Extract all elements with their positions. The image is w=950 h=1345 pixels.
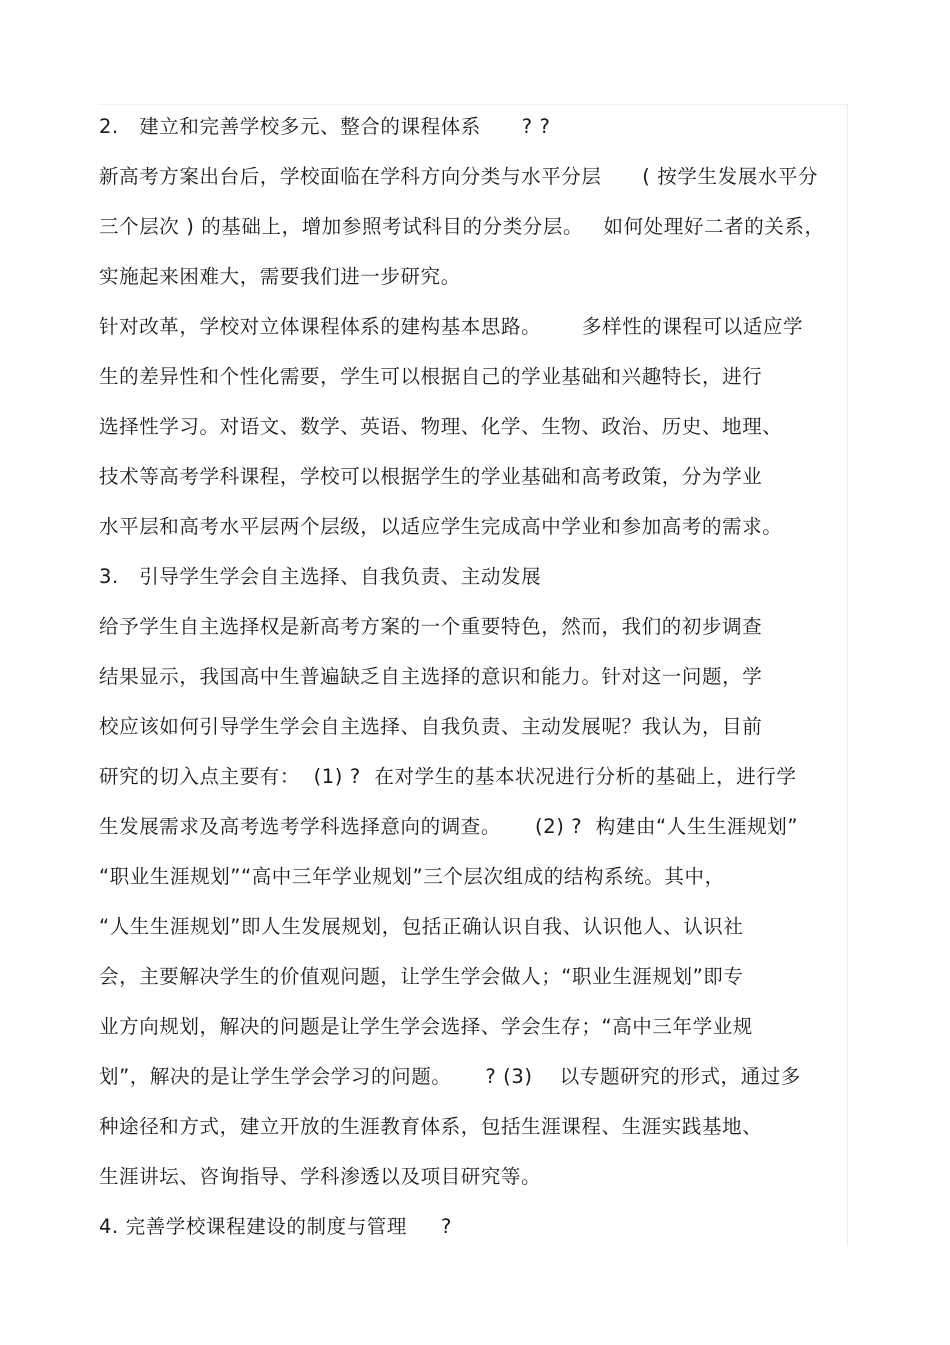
text-line: 生的差异性和个性化需要，学生可以根据自己的学业基础和兴趣特长，进行 — [99, 365, 763, 388]
text-line: “人生生涯规划”即人生发展规划，包括正确认识自我、认识他人、认识社 — [99, 915, 744, 938]
text-line: 结果显示，我国高中生普遍缺乏自主选择的意识和能力。针对这一问题，学 — [99, 665, 763, 688]
text-line: 会，主要解决学生的价值观问题，让学生学会做人；“职业生涯规划”即专 — [99, 965, 744, 988]
text-line: 校应该如何引导学生学会自主选择、自我负责、主动发展呢？我认为，目前 — [99, 715, 763, 738]
page-border-top — [98, 104, 848, 105]
section-heading-4: 4. 完善学校课程建设的制度与管理 ? — [99, 1215, 452, 1238]
text-line: 业方向规划，解决的问题是让学生学会选择、学会生存；“高中三年学业规 — [99, 1015, 753, 1038]
text-line: 实施起来困难大，需要我们进一步研究。 — [99, 265, 461, 288]
text-line: 针对改革，学校对立体课程体系的建构基本思路。 多样性的课程可以适应学 — [99, 315, 804, 338]
text-line: 划”，解决的是让学生学会学习的问题。 ? (3) 以专题研究的形式，通过多 — [99, 1065, 801, 1088]
text-line: 技术等高考学科课程，学校可以根据学生的学业基础和高考政策，分为学业 — [99, 465, 763, 488]
section-heading-2: 2. 建立和完善学校多元、整合的课程体系 ? ? — [99, 115, 551, 138]
text-line: 水平层和高考水平层两个层级，以适应学生完成高中学业和参加高考的需求。 — [99, 515, 783, 538]
text-line: 给予学生自主选择权是新高考方案的一个重要特色，然而，我们的初步调查 — [99, 615, 763, 638]
page-border-right — [847, 104, 848, 1246]
section-heading-3: 3. 引导学生学会自主选择、自我负责、主动发展 — [99, 565, 542, 588]
text-line: 三个层次 ) 的基础上，增加参照考试科目的分类分层。 如何处理好二者的关系， — [99, 215, 825, 238]
text-line: 选择性学习。对语文、数学、英语、物理、化学、生物、政治、历史、地理、 — [99, 415, 783, 438]
text-line: 种途径和方式，建立开放的生涯教育体系，包括生涯课程、生涯实践基地、 — [99, 1115, 763, 1138]
text-line: 生涯讲坛、咨询指导、学科渗透以及项目研究等。 — [99, 1165, 542, 1188]
text-line: 研究的切入点主要有： (1) ? 在对学生的基本状况进行分析的基础上，进行学 — [99, 765, 797, 788]
text-line: 新高考方案出台后，学校面临在学科方向分类与水平分层 ( 按学生发展水平分 — [99, 165, 819, 188]
text-line: 生发展需求及高考选考学科选择意向的调查。 (2) ? 构建由“人生生涯规划” — [99, 815, 799, 838]
text-line: “职业生涯规划”“高中三年学业规划”三个层次组成的结构系统。其中， — [99, 865, 725, 888]
